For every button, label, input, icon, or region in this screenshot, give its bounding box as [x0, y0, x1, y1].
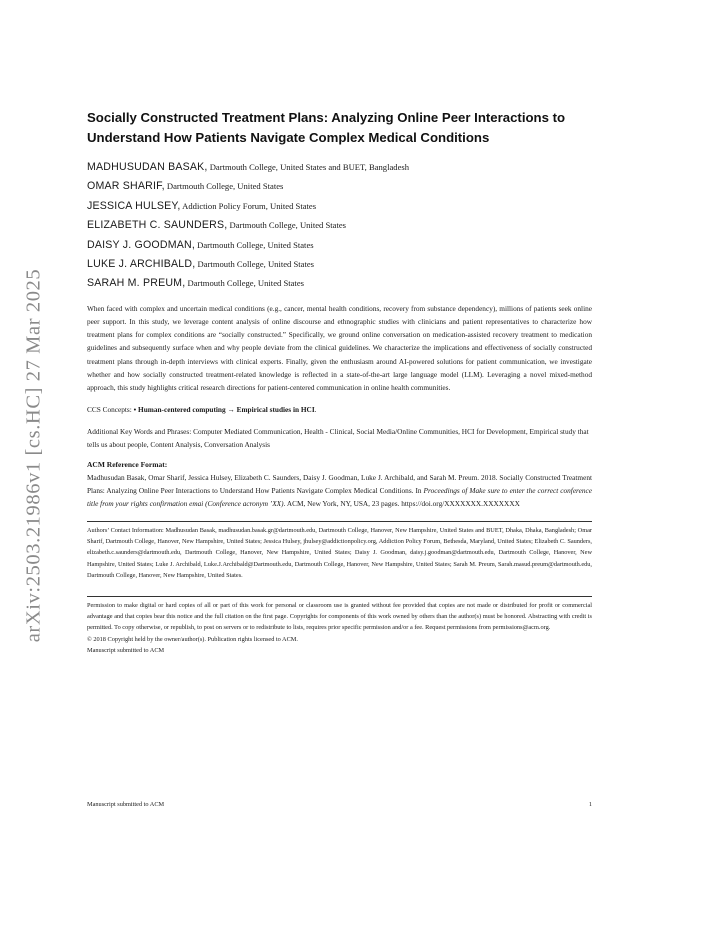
ccs-subconcept: Empirical studies in HCI	[236, 405, 315, 415]
author-name: LUKE J. ARCHIBALD,	[87, 258, 196, 271]
author-item	[87, 236, 592, 255]
author-affiliation: Dartmouth College, United States	[195, 259, 315, 270]
author-item	[87, 255, 592, 274]
author-item	[87, 274, 592, 293]
author-item	[87, 197, 592, 216]
acm-reference-venue: Proceedings of Make sure to enter the correct conference title from your rights confirmation emai (Conference acronym ’XX)	[87, 486, 592, 509]
ccs-arrow: →	[225, 405, 237, 415]
manuscript-note: Manuscript submitted to ACM	[87, 647, 165, 655]
author-affiliation: Dartmouth College, United States	[194, 239, 314, 250]
author-name: JESSICA HULSEY,	[87, 199, 181, 212]
author-affiliation: Dartmouth College, United States	[227, 220, 347, 231]
author-contact-information: Authors’ Contact Information: Madhusudan Basak, madhusudan.basak.gr@dartmouth.edu, Dartmouth College, Hanover, New Hampshire, United States and BUET, Dhaka, Dhaka, Bangladesh; Omar Sharif, Dartmouth College, Hanover, New Hampshire, United States; Jessica Hulsey, jhulsey@addictionpolicy.org, Addiction Policy Forum, Bethesda, Maryland, United States; Elizabeth C. Saunders, elizabeth.c.saunders@dartmouth.edu, Dartmouth College, Hanover, New Hampshire, United States; Daisy J. Goodman, daisy.j.goodman@dartmouth.edu, Dartmouth College, Hanover, New Hampshire, United States; Luke J. Archibald, Luke.J.Archibald@Dartmouth.edu, Dartmouth College, Hanover, New Hampshire, United States; Sarah M. Preum, Sarah.masud.preum@dartmouth.edu, Dartmouth College, Hanover, New Hampshire, United States.	[87, 526, 592, 580]
page-footer	[87, 801, 592, 808]
author-name: OMAR SHARIF,	[87, 180, 165, 193]
acm-reference	[87, 471, 592, 510]
author-name: MADHUSUDAN BASAK,	[87, 161, 208, 173]
ccs-bullet: •	[133, 405, 139, 415]
permission-divider	[87, 596, 592, 597]
arxiv-stamp	[14, 245, 54, 665]
author-affiliation: Dartmouth College, United States	[164, 181, 284, 192]
acm-reference-text: Madhusudan Basak, Omar Sharif, Jessica Hulsey, Elizabeth C. Saunders, Daisy J. Goodman, Luke J. Archibald, and Sarah M. Preum. 2018. Socially Constructed Treatment Plans: Analyzing Online Peer Interactions to Understand How Patients Navigate Complex Medical Conditions. In	[87, 473, 592, 496]
paper-title: Socially Constructed Treatment Plans: Analyzing Online Peer Interactions to Understand How Patients Navigate Complex Medical Conditions	[87, 110, 566, 145]
author-name: DAISY J. GOODMAN,	[87, 238, 195, 251]
ccs-concept: Human-centered computing	[138, 405, 226, 415]
page-number: 1	[588, 801, 592, 808]
keywords: Additional Key Words and Phrases: Computer Mediated Communication, Health - Clinical, Social Media/Online Communities, HCI for Development, Empirical study that tells us about people, Content Analysis, Conversation Analysis	[87, 427, 589, 450]
paper-first-page	[87, 108, 592, 657]
author-affiliation: Dartmouth College, United States	[185, 278, 304, 289]
author-name: ELIZABETH C. SAUNDERS,	[87, 219, 228, 232]
author-list	[87, 158, 592, 294]
author-item	[87, 158, 592, 177]
ccs-end: .	[314, 405, 317, 415]
author-item	[87, 216, 592, 235]
contact-divider	[87, 521, 592, 522]
acm-reference-tail: . ACM, New York, NY, USA, 23 pages. https://doi.org/XXXXXXX.XXXXXXX	[283, 499, 520, 509]
abstract: When faced with complex and uncertain medical conditions (e.g., cancer, mental health conditions, recovery from substance dependency), millions of patients seek online peer support. In this study, we leverage content analysis of online discourse and ethnographic studies with clinicians and patient representatives to characterize how treatment plans for complex conditions are “socially constructed.” Specifically, we ground online conversation on medication-assisted recovery treatment to medication guidelines and subsequently surface when and why people deviate from the clinical guidelines. We characterize the implications and effectiveness of socially constructed treatment plans through in-depth interviews with clinical experts. Finally, given the enthusiasm around AI-powered solutions for patient communication, we investigate whether and how socially constructed treatment-related knowledge is reflected in a state-of-the-art large language model (LLM). Leveraging a novel mixed-method approach, this study highlights critical research directions for patient-centered communication in online health communities.	[87, 303, 592, 393]
arxiv-stamp-text: arXiv:2503.21986v1 [cs.HC] 27 Mar 2025	[22, 268, 45, 642]
author-affiliation: Addiction Policy Forum, United States	[180, 200, 317, 211]
permission-notice: Permission to make digital or hard copies of all or part of this work for personal or classroom use is granted without fee provided that copies are not made or distributed for profit or commercial advantage and that copies bear this notice and the full citation on the first page. Copyrights for components of this work owned by others than the author(s) must be honored. Abstracting with credit is permitted. To copy otherwise, or republish, to post on servers or to redistribute to lists, requires prior specific permission and/or a fee. Request permissions from permissions@acm.org.	[87, 601, 592, 632]
footer-left: Manuscript submitted to ACM	[87, 801, 165, 808]
ccs-concepts	[87, 403, 592, 416]
ccs-label: CCS Concepts:	[87, 405, 134, 415]
copyright-notice: © 2018 Copyright held by the owner/author(s). Publication rights licensed to ACM.	[87, 635, 298, 643]
author-affiliation: Dartmouth College, United States and BUET, Bangladesh	[207, 162, 410, 172]
author-name: SARAH M. PREUM,	[87, 277, 186, 290]
acm-reference-heading: ACM Reference Format:	[87, 460, 168, 470]
author-item	[87, 177, 592, 196]
